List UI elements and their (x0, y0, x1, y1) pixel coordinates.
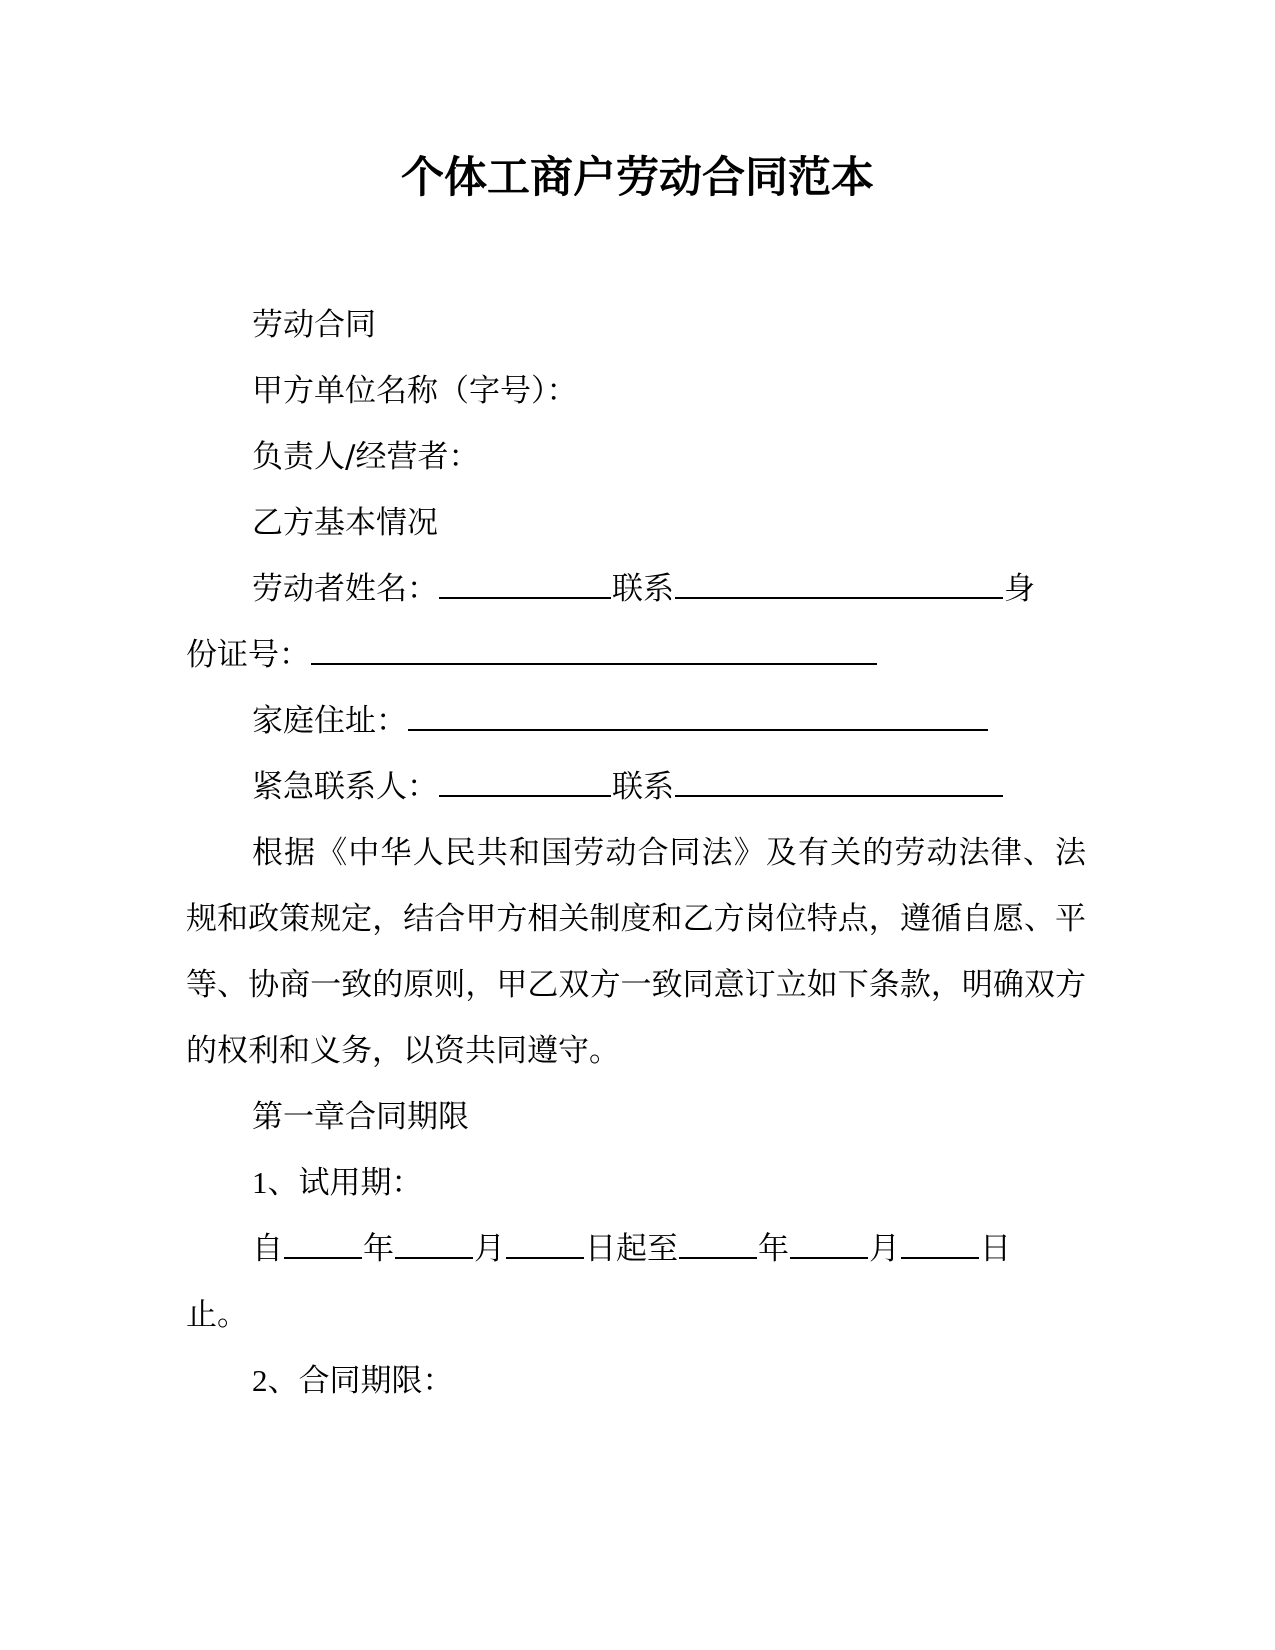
end-day-blank[interactable] (901, 1231, 979, 1259)
emergency-contact-label: 联系 (612, 769, 674, 805)
address-blank[interactable] (408, 703, 988, 731)
preamble-paragraph: 根据《中华人民共和国劳动合同法》及有关的劳动法律、法规和政策规定，结合甲方相关制度和乙方岗位特点，遵循自愿、平等、协商一致的原则，甲乙双方一致同意订立如下条款，明确双方的权利和义务，以资共同遵守。 (186, 835, 1086, 1069)
start-day-blank[interactable] (506, 1231, 584, 1259)
emergency-contact-line (186, 754, 1086, 820)
contract-term-item (186, 1348, 1086, 1414)
party-a-name-line: 甲方单位名称（字号）： (252, 373, 578, 409)
worker-name-line (186, 556, 1086, 622)
party-a-manager-line: 负责人/经营者： (252, 439, 480, 475)
from-label: 自 (252, 1231, 283, 1267)
document-body (186, 292, 1086, 1414)
contract-heading: 劳动合同 (252, 307, 376, 343)
worker-name-blank[interactable] (439, 571, 611, 599)
id-number-line (186, 622, 1086, 688)
document-title: 个体工商户劳动合同范本 (401, 153, 874, 203)
end-month-blank[interactable] (790, 1231, 868, 1259)
chapter-1-heading: 第一章合同期限 (252, 1099, 469, 1135)
emergency-name-blank[interactable] (439, 769, 611, 797)
month-label-1: 月 (474, 1231, 505, 1267)
probation-item-number: 1 (252, 1165, 268, 1200)
id-label-start: 身 (1004, 571, 1035, 607)
day-start-label: 日起至 (585, 1231, 678, 1267)
probation-date-line (186, 1216, 1086, 1282)
end-year-blank[interactable] (679, 1231, 757, 1259)
probation-end-line: 止。 (186, 1297, 248, 1333)
worker-name-label: 劳动者姓名： (252, 571, 438, 607)
month-label-2: 月 (869, 1231, 900, 1267)
id-label-end: 份证号： (186, 637, 310, 673)
address-line (186, 688, 1086, 754)
year-label-1: 年 (363, 1231, 394, 1267)
start-year-blank[interactable] (284, 1231, 362, 1259)
contract-term-label: 、合同期限： (267, 1363, 454, 1399)
day-end-label: 日 (980, 1231, 1011, 1267)
contract-term-number: 2 (252, 1363, 268, 1398)
emergency-label: 紧急联系人： (252, 769, 438, 805)
probation-item (186, 1150, 1086, 1216)
party-b-heading: 乙方基本情况 (252, 505, 438, 541)
id-number-blank[interactable] (311, 637, 877, 665)
emergency-contact-blank[interactable] (675, 769, 1003, 797)
contact-blank[interactable] (675, 571, 1003, 599)
start-month-blank[interactable] (395, 1231, 473, 1259)
year-label-2: 年 (758, 1231, 789, 1267)
address-label: 家庭住址： (252, 703, 407, 739)
contact-label: 联系 (612, 571, 674, 607)
probation-item-label: 、试用期： (267, 1165, 423, 1201)
